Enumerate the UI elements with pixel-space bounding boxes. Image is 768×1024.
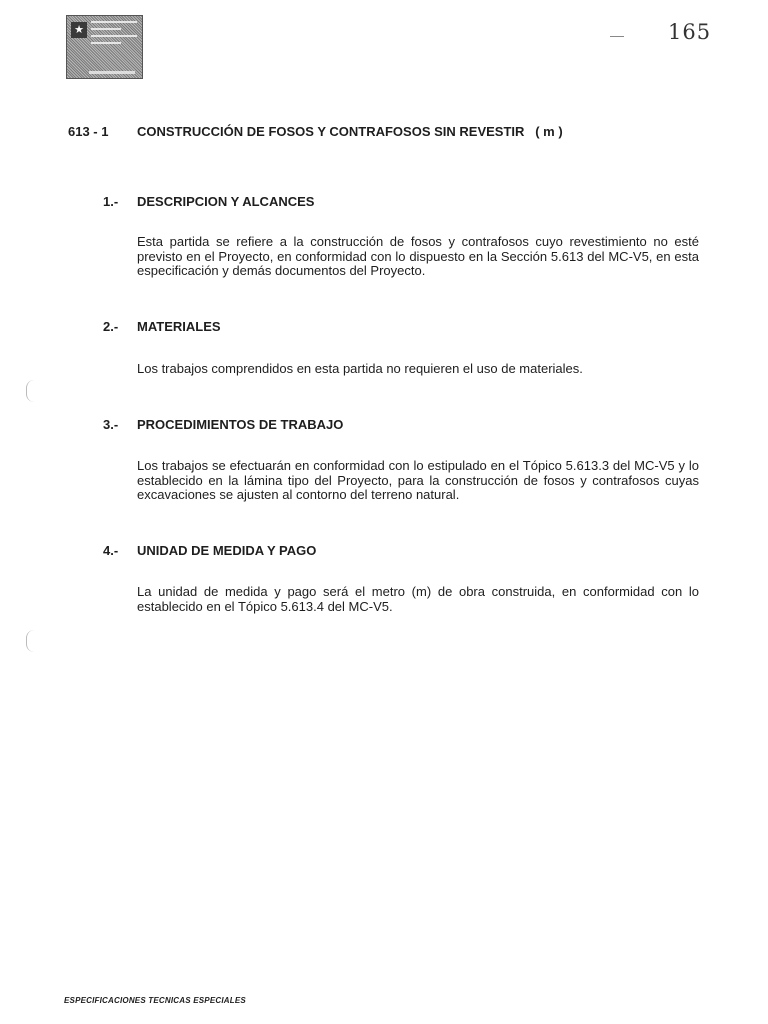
- section-number: 4.-: [103, 543, 119, 558]
- spec-code: 613 - 1: [68, 124, 109, 139]
- section-title: MATERIALES: [137, 319, 221, 334]
- logo-footer-line: [89, 71, 135, 74]
- section-body: Los trabajos se efectuarán en conformidad con lo estipulado en el Tópico 5.613.3 del MC-V5 y lo establecido en la lámina tipo del Proyecto, para la construcción de fosos y contrafosos cuyas excavaciones se ajusten al contorno del terreno natural.: [137, 458, 699, 503]
- section-title: PROCEDIMIENTOS DE TRABAJO: [137, 417, 344, 432]
- page-number: 165: [668, 20, 712, 44]
- star-icon: ★: [71, 22, 87, 38]
- section-number: 1.-: [103, 194, 119, 209]
- section-number: 2.-: [103, 319, 119, 334]
- government-logo: [66, 15, 143, 79]
- footer-text: ESPECIFICACIONES TECNICAS ESPECIALES: [64, 996, 246, 1005]
- section-body: Los trabajos comprendidos en esta partida no requieren el uso de materiales.: [137, 361, 583, 376]
- scan-hole-mark: [26, 630, 37, 652]
- section-body: Esta partida se refiere a la construcción de fosos y contrafosos cuyo revestimiento no esté previsto en el Proyecto, en conformidad con lo dispuesto en la Sección 5.613 del MC-V5, en esta especificación y demás documentos del Proyecto.: [137, 234, 699, 279]
- section-title: DESCRIPCION Y ALCANCES: [137, 194, 315, 209]
- logo-text-lines: [91, 21, 137, 49]
- section-number: 3.-: [103, 417, 119, 432]
- page-number-dash: [610, 36, 624, 37]
- section-title: UNIDAD DE MEDIDA Y PAGO: [137, 543, 317, 558]
- section-body: La unidad de medida y pago será el metro (m) de obra construida, en conformidad con lo establecido en el Tópico 5.613.4 del MC-V5.: [137, 584, 699, 614]
- spec-title: CONSTRUCCIÓN DE FOSOS Y CONTRAFOSOS SIN REVESTIR ( m ): [137, 124, 563, 139]
- scan-hole-mark: [26, 380, 37, 402]
